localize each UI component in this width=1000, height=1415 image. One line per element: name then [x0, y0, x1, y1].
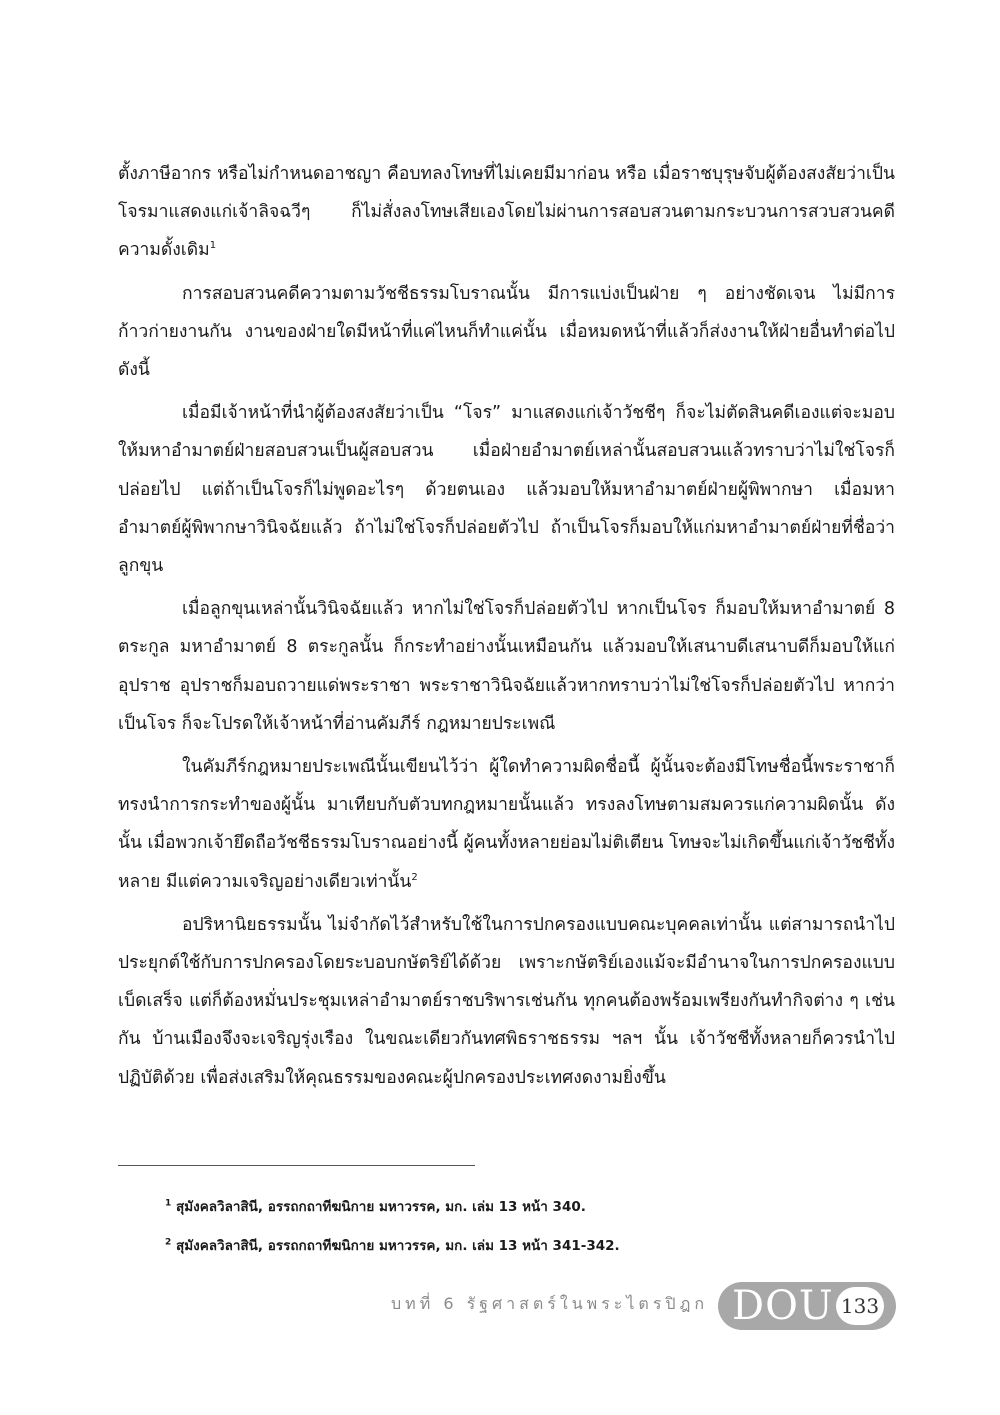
footnote-number: 2 [165, 1237, 172, 1248]
dou-logo: DOU [732, 1283, 834, 1329]
main-text [118, 155, 895, 1102]
footnote-ref: 1 [209, 240, 217, 252]
paragraph: ในคัมภีร์กฎหมายประเพณีนั้นเขียนไว้ว่า ผู้ใดทำความผิดชื่อนี้ ผู้นั้นจะต้องมีโทษชื่อนี้พระราชาก็ทรงนำการกระทำของผู้นั้น มาเทียบกับตัวบทกฎหมายนั้นแล้ว ทรงลงโทษตามสมควรแก่ความผิดนั้น ดังนั้น เมื่อพวกเจ้ายึดถือวัชชีธรรมโบราณอย่างนี้ ผู้คนทั้งหลายย่อมไม่ติเตียน โทษจะไม่เกิดขึ้นแก่เจ้าวัชชีทั้งหลาย มีแต่ความเจริญอย่างเดียวเท่านั้น$^2$ [118, 757, 895, 892]
footnote-ref: 2 [411, 871, 418, 883]
footnote [165, 1234, 620, 1256]
footnote-number: 1 [165, 1198, 172, 1209]
page-number: 133 [836, 1287, 884, 1325]
paragraph: เมื่อลูกขุนเหล่านั้นวินิจฉัยแล้ว หากไม่ใช่โจรก็ปล่อยตัวไป หากเป็นโจร ก็มอบให้มหาอำมาตย์ 8 ตระกูล มหาอำมาตย์ 8 ตระกูลนั้น ก็กระทำอย่างนั้นเหมือนกัน แล้วมอบให้เสนาบดีเสนาบดีก็มอบให้แก่อุปราช อุปราชก็มอบถวายแด่พระราชา พระราชาวินิจฉัยแล้วหากทราบว่าไม่ใช่โจรก็ปล่อยตัวไป หากว่าเป็นโจร ก็จะโปรดให้เจ้าหน้าที่อ่านคัมภีร์ กฎหมายประเพณี [118, 599, 895, 734]
footnote-text: สุมังคลวิลาสินี, อรรถกถาทีฆนิกาย มหาวรรค, มก. เล่ม 13 หน้า 340. [175, 1199, 586, 1215]
paragraph: เมื่อมีเจ้าหน้าที่นำผู้ต้องสงสัยว่าเป็น “โจร” มาแสดงแก่เจ้าวัชชีๆ ก็จะไม่ตัดสินคดีเองแต่จะมอบให้มหาอำมาตย์ฝ่ายสอบสวนเป็นผู้สอบสวน เมื่อฝ่ายอำมาตย์เหล่านั้นสอบสวนแล้วทราบว่าไม่ใช่โจรก็ปล่อยไป แต่ถ้าเป็นโจรก็ไม่พูดอะไรๆ ด้วยตนเอง แล้วมอบให้มหาอำมาตย์ฝ่ายผู้พิพากษา เมื่อมหาอำมาตย์ผู้พิพากษาวินิจฉัยแล้ว ถ้าไม่ใช่โจรก็ปล่อยตัวไป ถ้าเป็นโจรก็มอบให้แก่มหาอำมาตย์ฝ่ายที่ชื่อว่า ลูกขุน [118, 403, 895, 577]
paragraph: อปริหานิยธรรมนั้น ไม่จำกัดไว้สำหรับใช้ในการปกครองแบบคณะบุคคลเท่านั้น แต่สามารถนำไปประยุกต์ใช้กับการปกครองโดยระบอบกษัตริย์ได้ด้วย เพราะกษัตริย์เองแม้จะมีอำนาจในการปกครองแบบเบ็ดเสร็จ แต่ก็ต้องหมั่นประชุมเหล่าอำมาตย์ราชบริพารเช่นกัน ทุกคนต้องพร้อมเพรียงกันทำกิจต่าง ๆ เช่นกัน บ้านเมืองจึงจะเจริญรุ่งเรือง ในขณะเดียวกันทศพิธราชธรรม ฯลฯ นั้น เจ้าวัชชีทั้งหลายก็ควรนำไปปฏิบัติด้วย เพื่อส่งเสริมให้คุณธรรมของคณะผู้ปกครองประเทศงดงามยิ่งขึ้น [118, 914, 895, 1088]
paragraph: ตั้งภาษีอากร หรือไม่กำหนดอาชญา คือบทลงโทษที่ไม่เคยมีมาก่อน หรือ เมื่อราชบุรุษจับผู้ต้องสงสัยว่าเป็นโจรมาแสดงแก่เจ้าลิจฉวีๆ ก็ไม่สั่งลงโทษเสียเองโดยไม่ผ่านการสอบสวนตามกระบวนการสวบสวนคดีความดั้งเดิม$^1$ [118, 164, 895, 261]
footnote-text: สุมังคลวิลาสินี, อรรถกถาทีฆนิกาย มหาวรรค, มก. เล่ม 13 หน้า 341-342. [175, 1238, 620, 1254]
paragraph: การสอบสวนคดีความตามวัชชีธรรมโบราณนั้น มีการแบ่งเป็นฝ่าย ๆ อย่างชัดเจน ไม่มีการก้าวก่ายงานกัน งานของฝ่ายใดมีหน้าที่แค่ไหนก็ทำแค่นั้น เมื่อหมดหน้าที่แล้วก็ส่งงานให้ฝ่ายอื่นทำต่อไปดังนี้ [118, 283, 895, 381]
footnote-divider [118, 1165, 475, 1166]
chapter-title: บทที่ 6 รัฐศาสตร์ในพระไตรปิฎก [390, 1294, 708, 1313]
footnote [165, 1195, 586, 1217]
